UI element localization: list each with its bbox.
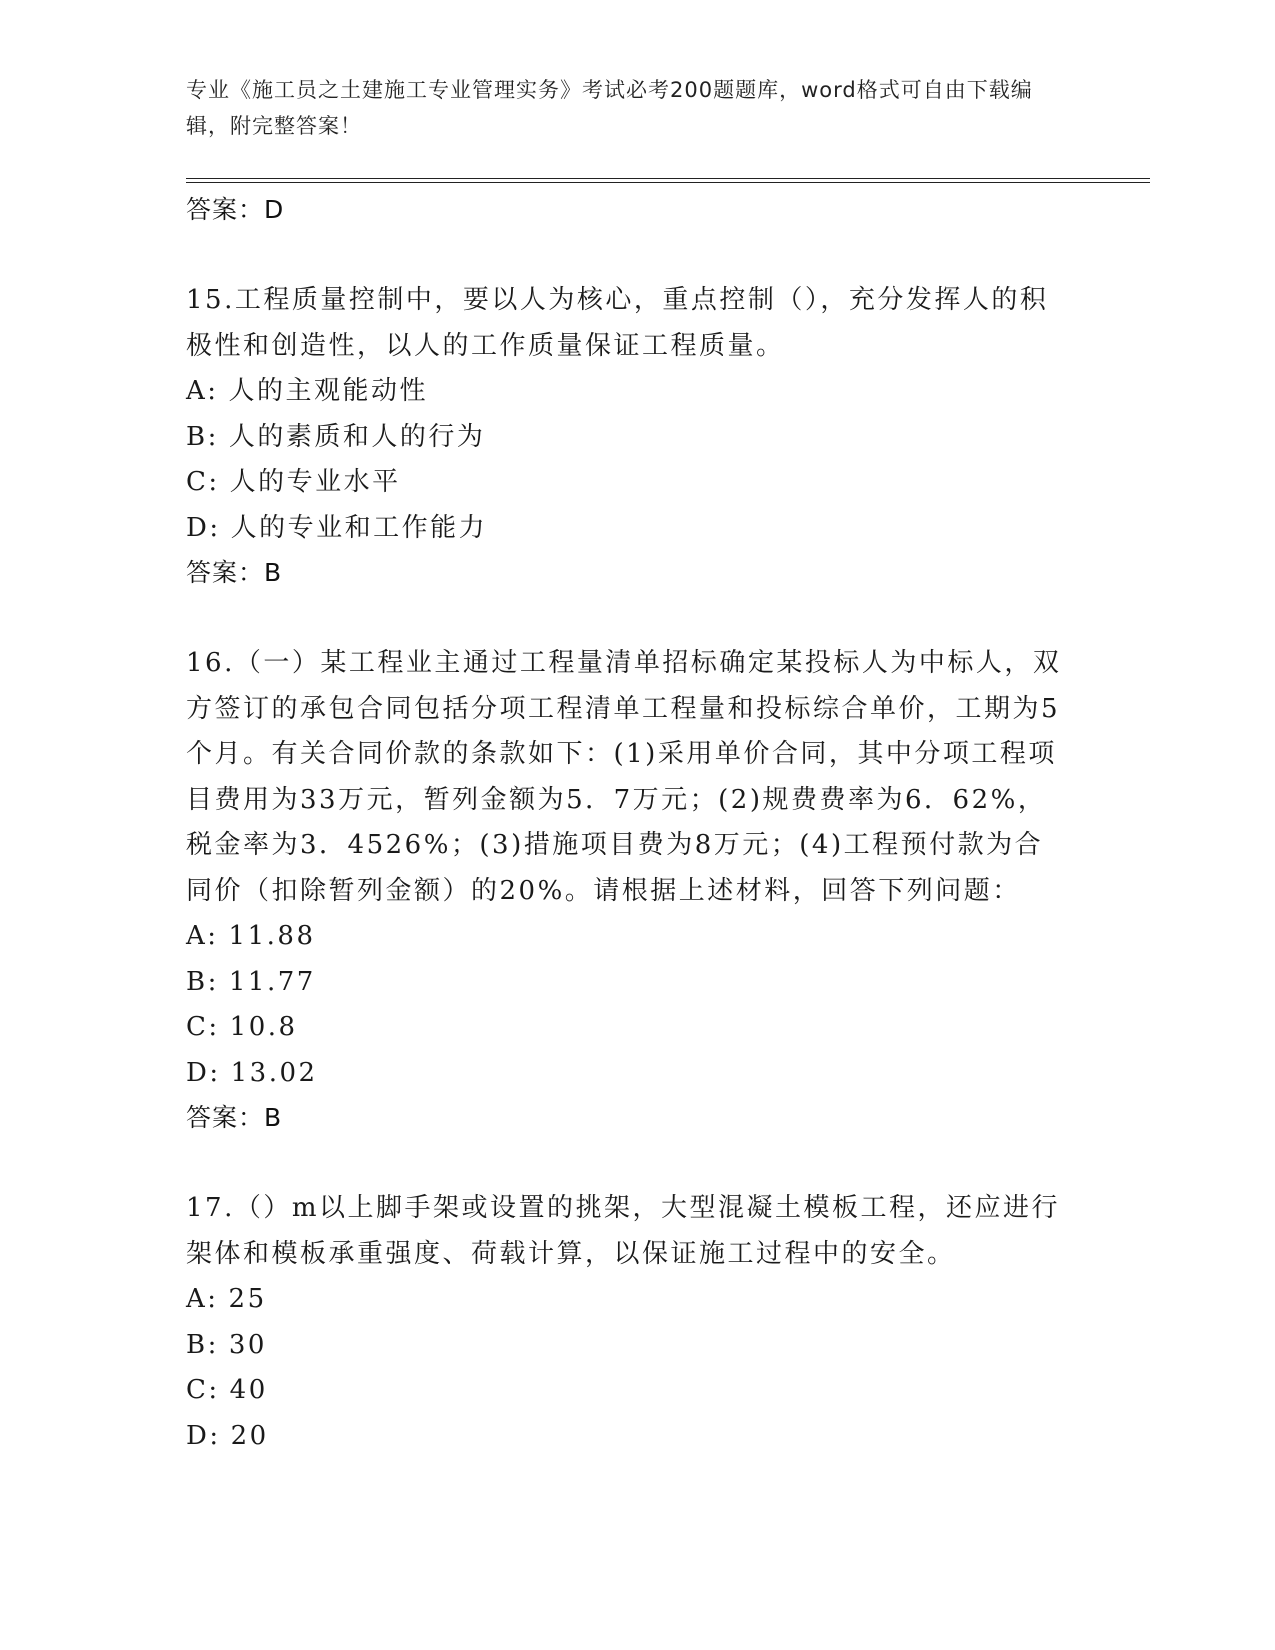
- question-15: [186, 278, 1066, 595]
- option-text: 人的素质和人的行为: [228, 421, 486, 452]
- spacer: [186, 1140, 1066, 1186]
- option-text: 11.88: [228, 921, 316, 951]
- question-17: [186, 1186, 1066, 1459]
- option-c: [186, 1005, 1066, 1051]
- option-d: [186, 506, 1066, 552]
- answer-15: 答案：B: [186, 558, 283, 587]
- option-c: [186, 1368, 1066, 1414]
- document-body: [186, 188, 1066, 1459]
- option-text: 13.02: [230, 1057, 318, 1088]
- option-b: [186, 960, 1066, 1006]
- option-label: D:: [186, 1057, 221, 1088]
- question-stem: 16.（一）某工程业主通过工程量清单招标确定某投标人为中标人，双方签订的承包合同包括分项工程清单工程量和投标综合单价，工期为5个月。有关合同价款的条款如下：(1)采用单价合同，其中分项工程项目费用为33万元，暂列金额为5．7万元；(2)规费费率为6．62%，税金率为3．4526%；(3)措施项目费为8万元；(4)工程预付款为合同价（扣除暂列金额）的20%。请根据上述材料，回答下列问题：: [186, 648, 1062, 906]
- option-a: [186, 369, 1066, 415]
- option-label: A:: [186, 921, 219, 951]
- spacer: [186, 595, 1066, 641]
- option-text: 20: [230, 1420, 269, 1451]
- option-a: [186, 914, 1066, 960]
- option-text: 11.77: [228, 966, 316, 997]
- option-d: [186, 1051, 1066, 1097]
- option-label: D:: [186, 512, 221, 543]
- option-text: 10.8: [229, 1012, 298, 1042]
- answer-16: 答案：B: [186, 1103, 283, 1132]
- question-16: [186, 641, 1066, 1140]
- option-label: D:: [186, 1420, 221, 1451]
- spacer: [186, 232, 1066, 278]
- option-text: 25: [228, 1284, 267, 1314]
- option-label: C:: [186, 467, 220, 497]
- option-c: [186, 460, 1066, 506]
- answer-14: 答案：D: [186, 195, 285, 224]
- option-text: 人的主观能动性: [228, 376, 429, 406]
- option-label: B:: [186, 1329, 219, 1360]
- question-stem: 15.工程质量控制中，要以人为核心，重点控制（），充分发挥人的积极性和创造性，以人的工作质量保证工程质量。: [186, 285, 1049, 361]
- header-rule-bottom: [186, 182, 1150, 183]
- header-rule-top: [186, 178, 1150, 179]
- page-header: 专业《施工员之土建施工专业管理实务》考试必考200题题库，word格式可自由下载编辑，附完整答案！: [186, 78, 1033, 138]
- option-label: B:: [186, 966, 219, 997]
- option-label: C:: [186, 1375, 220, 1405]
- option-b: [186, 1323, 1066, 1369]
- option-label: A:: [186, 376, 219, 406]
- option-text: 30: [228, 1329, 267, 1360]
- question-stem: 17.（）m以上脚手架或设置的挑架，大型混凝土模板工程，还应进行架体和模板承重强度、荷载计算，以保证施工过程中的安全。: [186, 1193, 1061, 1269]
- option-label: C:: [186, 1012, 220, 1042]
- option-text: 人的专业和工作能力: [230, 512, 488, 543]
- option-a: [186, 1277, 1066, 1323]
- option-label: A:: [186, 1284, 219, 1314]
- option-label: B:: [186, 421, 219, 452]
- option-d: [186, 1414, 1066, 1460]
- option-text: 40: [229, 1375, 268, 1405]
- option-text: 人的专业水平: [229, 467, 401, 497]
- option-b: [186, 415, 1066, 461]
